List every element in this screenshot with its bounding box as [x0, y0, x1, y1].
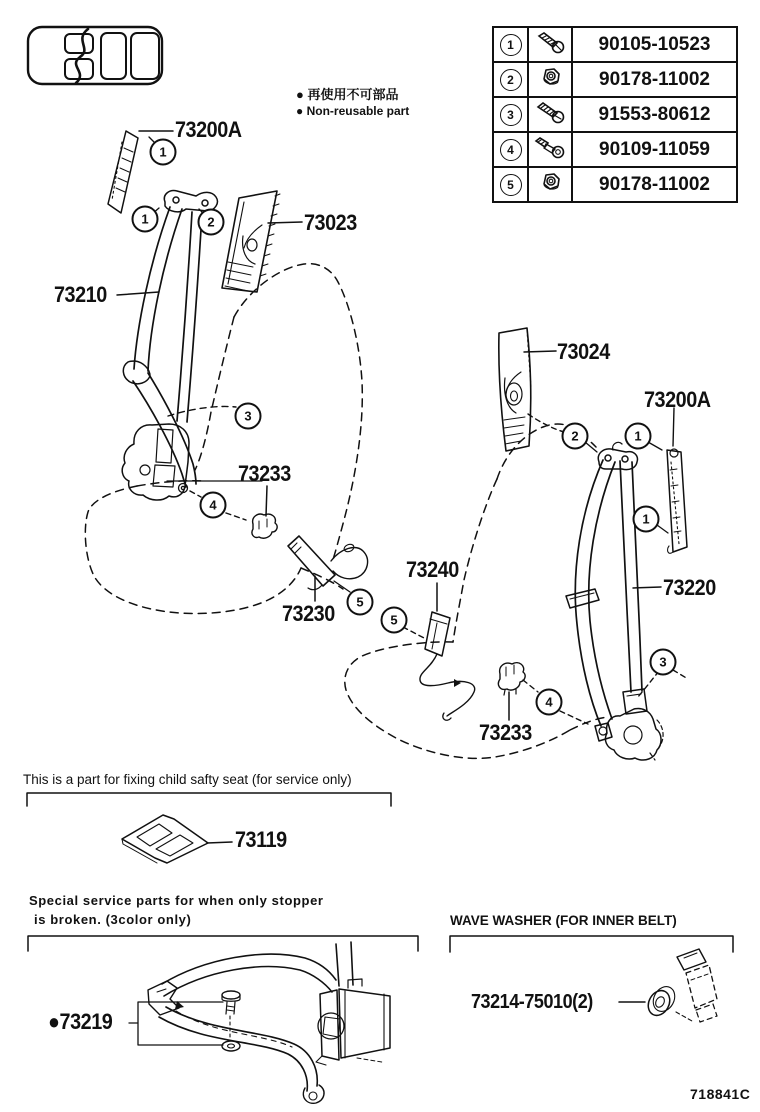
non-reusable-bullet-icon: ● — [48, 1009, 60, 1034]
callout-1-right-top: 1 — [625, 423, 652, 450]
pillar-trim-73023 — [222, 191, 280, 292]
callout-1-left-top: 1 — [150, 139, 177, 166]
part-label-73024: 73024 — [557, 339, 610, 364]
callout-2-left: 2 — [198, 209, 225, 236]
callout-5-right: 5 — [381, 607, 408, 634]
left-seat-outline — [85, 264, 362, 614]
part-label-73200a-left: 73200A — [175, 117, 242, 142]
part-label-73240: 73240 — [406, 557, 459, 582]
part-label-73023: 73023 — [304, 210, 357, 235]
flange-nut-icon — [534, 65, 566, 89]
bullet-icon: ● — [296, 104, 304, 118]
leader-73200a-right — [673, 408, 674, 446]
belt-webbing-73210 — [123, 207, 202, 487]
flange-nut-icon — [534, 170, 566, 194]
ref-circle: 2 — [500, 69, 522, 91]
stopper-belt-assembly-73219 — [148, 942, 390, 1103]
leader-callout-5b — [403, 627, 424, 638]
part-number: 90109-11059 — [572, 132, 737, 167]
belt-webbing-73220 — [566, 460, 642, 741]
retractor-right — [605, 689, 663, 760]
leader-73210 — [117, 292, 159, 295]
drawing-code: 718841C — [690, 1086, 751, 1102]
right-seat-outline — [345, 424, 609, 758]
inner-belt-buckle-dashed — [676, 949, 717, 1022]
leader-73233-left — [266, 486, 267, 516]
part-number: 90178-11002 — [572, 62, 737, 97]
non-reusable-note-jp — [296, 88, 399, 101]
locking-clip-73119 — [122, 815, 208, 863]
part-label-73219-text: 73219 — [59, 1009, 113, 1034]
ref-circle: 4 — [500, 139, 522, 161]
clip-73233-left — [252, 514, 277, 538]
table-row — [493, 132, 737, 167]
retractor-special — [316, 979, 390, 1065]
leader-73119 — [207, 842, 232, 843]
special-service-note-line1: Special service parts for when only stopper — [29, 893, 324, 908]
seat-layout-icon — [28, 27, 162, 84]
ref-circle: 1 — [500, 34, 522, 56]
special-service-note-line2: is broken. (3color only) — [34, 911, 192, 927]
part-label-73210: 73210 — [54, 282, 107, 307]
leader-73023 — [268, 222, 302, 223]
callout-3-right: 3 — [650, 649, 677, 676]
non-reusable-note-en — [296, 105, 409, 117]
part-label-73233-left: 73233 — [238, 461, 291, 486]
part-number: 90105-10523 — [572, 27, 737, 62]
adjuster-strip-73200a-right — [667, 449, 687, 553]
stopper-washer — [222, 1041, 240, 1051]
leader-73024 — [524, 351, 556, 352]
leader-73220 — [633, 587, 661, 588]
clip-73233-right — [498, 663, 525, 695]
callout-1-left-mid: 1 — [132, 206, 159, 233]
front-belt-left-assembly — [108, 131, 368, 601]
wave-washer-bracket — [450, 936, 733, 952]
leader-callout-1c — [648, 442, 662, 450]
adjuster-strip-73200a-left — [108, 131, 138, 213]
callout-3-left: 3 — [235, 403, 262, 430]
part-number: 90178-11002 — [572, 167, 737, 202]
callout-5-left: 5 — [347, 589, 374, 616]
child-seat-section-art — [27, 793, 391, 863]
ref-circle: 3 — [500, 104, 522, 126]
screw-icon — [534, 30, 566, 54]
leader-callout-5a — [334, 581, 350, 592]
part-label-73219 — [48, 1011, 112, 1033]
callout-1-right-bottom: 1 — [633, 506, 660, 533]
table-row — [493, 62, 737, 97]
callout-4-right: 4 — [536, 689, 563, 716]
pillar-trim-73024 — [499, 328, 531, 451]
non-reusable-note-jp-text: 再使用不可部品 — [307, 87, 399, 102]
leader-callout-1d — [657, 525, 668, 533]
part-label-73230: 73230 — [282, 601, 335, 626]
child-seat-bracket — [27, 793, 391, 806]
special-service-note — [29, 892, 324, 930]
inner-buckle-73230 — [288, 536, 368, 590]
part-label-73214-75010: 73214-75010(2) — [471, 991, 593, 1013]
bullet-icon: ● — [296, 87, 304, 102]
callout-2-right: 2 — [562, 423, 589, 450]
part-label-73200a-right: 73200A — [644, 387, 711, 412]
callout-4-left: 4 — [200, 492, 227, 519]
shoulder-bolt-icon — [533, 135, 567, 159]
table-row — [493, 27, 737, 62]
belt-guide-73240 — [420, 612, 475, 720]
part-label-73233-right: 73233 — [479, 720, 532, 745]
wave-washer-title: WAVE WASHER (FOR INNER BELT) — [450, 913, 677, 928]
part-label-73119: 73119 — [235, 827, 287, 852]
non-reusable-note-en-text: Non-reusable part — [306, 104, 410, 118]
part-number: 91553-80612 — [572, 97, 737, 132]
table-row — [493, 167, 737, 202]
belt-strokes-icon — [76, 29, 88, 83]
fastener-table — [492, 26, 738, 203]
part-label-73220: 73220 — [663, 575, 716, 600]
special-service-bracket — [28, 936, 418, 951]
ref-circle: 5 — [500, 174, 522, 196]
child-seat-note: This is a part for fixing child safty seat (for service only) — [23, 772, 352, 787]
wave-washer-drawing — [644, 983, 679, 1019]
table-row — [493, 97, 737, 132]
leader-callout-2b-dashed — [528, 414, 564, 432]
screw-icon — [534, 100, 566, 124]
